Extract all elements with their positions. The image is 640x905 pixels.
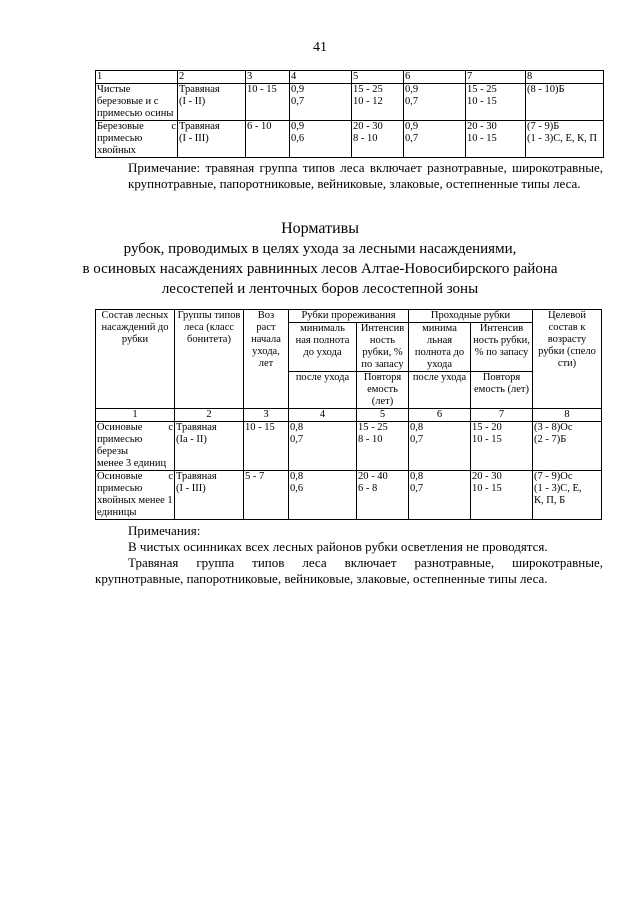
head-intensity-thinning: [357, 323, 409, 372]
cell-line: 10 - 15: [472, 483, 502, 494]
cell-line: 0,6: [290, 483, 304, 494]
column-number: 8: [526, 71, 604, 84]
cell-line: Интенсив: [360, 323, 405, 334]
table-cell: [96, 121, 178, 158]
column-number: 6: [404, 71, 466, 84]
title-line-4: лесостепей и ленточных боров лесостепной зоны: [161, 281, 479, 297]
cell-line: минима: [422, 323, 457, 334]
column-number: 7: [466, 71, 526, 84]
table-cell: [96, 422, 175, 471]
t2-column-numbers: [96, 409, 602, 422]
cell-line: (I - II): [179, 96, 206, 107]
column-number: 2: [178, 71, 246, 84]
table-row: [96, 471, 602, 520]
cell-line: Целевой: [548, 310, 586, 321]
head-passing-cuts: Проходные рубки: [409, 310, 533, 323]
cell-line: 0,9: [291, 121, 305, 132]
cell-line: ность: [369, 335, 396, 346]
column-number: 8: [533, 409, 602, 422]
cell-line: Группы типов: [177, 310, 241, 321]
cell-line: 0,7: [405, 96, 419, 107]
page-number: 41: [313, 40, 327, 55]
cell-line: (7 - 9)Ос: [534, 471, 573, 482]
cell-line: 0,8: [410, 471, 424, 482]
cell-line: Чистые: [97, 84, 131, 95]
table-cell: [96, 471, 175, 520]
cell-line: начала: [251, 334, 281, 345]
cell-line: сти): [557, 358, 577, 369]
cell-line: К, П, Б: [534, 495, 566, 506]
table-cell: [526, 121, 604, 158]
table-cell: [352, 84, 404, 121]
cell-line: бонитета): [187, 334, 231, 345]
cell-line: ная полнота: [295, 335, 350, 346]
table-cell: [244, 471, 289, 520]
cell-line: емость (лет): [474, 384, 529, 395]
cell-line: 0,7: [410, 434, 424, 445]
cell-line: 15 - 20: [472, 422, 502, 433]
cell-line: Интенсив: [479, 323, 524, 334]
cell-line: 0,8: [290, 422, 304, 433]
cell-line: до ухода: [303, 347, 342, 358]
column-number: 2: [175, 409, 244, 422]
table-cell: [404, 121, 466, 158]
table-cell: [178, 121, 246, 158]
cell-line: 0,8: [290, 471, 304, 482]
table-cell: [246, 121, 290, 158]
cell-line: 8 - 10: [358, 434, 383, 445]
cell-line: Состав лесных: [101, 310, 169, 321]
cell-line: 6 - 8: [358, 483, 378, 494]
cell-line: 10 - 15: [467, 133, 497, 144]
table-cell: [471, 471, 533, 520]
cell-line: 6 - 10: [247, 121, 272, 132]
cell-line: по запасу: [361, 359, 404, 370]
cell-line: 10 - 12: [353, 96, 383, 107]
column-number: 6: [409, 409, 471, 422]
table-cell: [357, 471, 409, 520]
cell-line: 0,8: [410, 422, 424, 433]
notes-line-2b: крупнотравные, папоротниковые, вейниковые, злаковые, остепненные типы леса.: [95, 571, 548, 586]
table-cell: [466, 121, 526, 158]
t1-column-numbers: [96, 71, 604, 84]
cell-line: Травяная: [179, 84, 220, 95]
cell-line: 0,7: [405, 133, 419, 144]
note-table1: [95, 160, 603, 192]
notes-line-2a: Травяная группа типов леса включает разнотравные, широкотравные,: [128, 555, 603, 570]
column-number: 3: [244, 409, 289, 422]
head-after-passing: после ухода: [409, 372, 471, 409]
cell-line: 15 - 25: [358, 422, 388, 433]
cell-line: состав к: [548, 322, 586, 333]
table-cell: [175, 422, 244, 471]
title-line-1: Нормативы: [281, 220, 359, 237]
cell-line: хвойных менее 1: [97, 495, 173, 506]
table-cell: [290, 84, 352, 121]
cell-line: 20 - 30: [472, 471, 502, 482]
cell-line: 10 - 15: [245, 422, 275, 433]
cell-line: 15 - 25: [467, 84, 497, 95]
cell-line: 15 - 25: [353, 84, 383, 95]
cell-line: Повторя: [363, 372, 402, 383]
cell-line: 0,9: [405, 84, 419, 95]
cell-line: леса (класс: [183, 322, 235, 333]
cell-line: (I - III): [176, 483, 206, 494]
cell-line: 20 - 30: [353, 121, 383, 132]
cell-line: раст: [256, 322, 276, 333]
cell-line: ухода: [426, 359, 453, 370]
table-row: [96, 84, 604, 121]
table-row: [96, 422, 602, 471]
cell-line: (7 - 9)Б: [527, 121, 560, 132]
head-min-density-thinning: [289, 323, 357, 372]
table-cell: [289, 422, 357, 471]
table-cell: [96, 84, 178, 121]
table-cell: [409, 471, 471, 520]
cell-line: (2 - 7)Б: [534, 434, 567, 445]
head-repeat-passing: [471, 372, 533, 409]
table-cell: [352, 121, 404, 158]
head-start-age: [244, 310, 289, 409]
head-thinning: Рубки прореживания: [289, 310, 409, 323]
notes-line-1: В чистых осинниках всех лесных районов рубки осветления не проводятся.: [128, 539, 548, 554]
cell-line: емость: [367, 384, 398, 395]
cell-line: Травяная: [176, 471, 217, 482]
table-cell: [178, 84, 246, 121]
cell-line: (Ia - II): [176, 434, 207, 445]
cell-line: (лет): [371, 396, 394, 407]
cell-line: лет: [258, 358, 274, 369]
cell-line: (I - III): [179, 133, 209, 144]
cell-line: (3 - 8)Ос: [534, 422, 573, 433]
column-number: 7: [471, 409, 533, 422]
aspen-norms-table: [95, 309, 602, 520]
cell-line: 20 - 40: [358, 471, 388, 482]
table-row: [96, 121, 604, 158]
table-cell: [533, 422, 602, 471]
column-number: 1: [96, 71, 178, 84]
notes-table2: [95, 523, 603, 587]
cell-line: примесью осины: [97, 108, 174, 119]
column-number: 4: [290, 71, 352, 84]
note-table1-text: Примечание: травяная группа типов леса включает разнотравные, широкотравные, крупнотравные, папоротниковые, вейниковые, злаковые, остепненные типы леса.: [128, 160, 603, 191]
column-number: 1: [96, 409, 175, 422]
cell-line: рубки, %: [362, 347, 403, 358]
cell-line: насаждений до: [101, 322, 169, 333]
column-number: 5: [357, 409, 409, 422]
table-cell: [289, 471, 357, 520]
table-cell: [471, 422, 533, 471]
table-cell: [175, 471, 244, 520]
table-cell: [466, 84, 526, 121]
cell-line: Осиновые с: [97, 422, 173, 433]
title-line-3: в осиновых насаждениях равнинных лесов Алтае-Новосибирского района: [82, 261, 558, 277]
cell-line: минималь: [300, 323, 345, 334]
cell-line: примесью березы: [97, 434, 143, 457]
cell-line: 10 - 15: [472, 434, 502, 445]
birch-norms-table: [95, 70, 604, 158]
table-cell: [244, 422, 289, 471]
cell-line: примесью: [97, 483, 143, 494]
cell-line: полнота до: [414, 347, 465, 358]
cell-line: 0,6: [291, 133, 305, 144]
cell-line: березовые и с: [97, 96, 159, 107]
head-after-thinning: после ухода: [289, 372, 357, 409]
head-repeat-thinning: [357, 372, 409, 409]
column-number: 3: [246, 71, 290, 84]
cell-line: возрасту: [547, 334, 587, 345]
cell-line: (1 - 3)С, Е, К, П: [527, 133, 597, 144]
head-min-density-passing: [409, 323, 471, 372]
cell-line: льная: [426, 335, 453, 346]
cell-line: Повторя: [482, 372, 521, 383]
cell-line: % по запасу: [474, 347, 529, 358]
cell-line: 10 - 15: [247, 84, 277, 95]
column-number: 4: [289, 409, 357, 422]
table-cell: [290, 121, 352, 158]
table-cell: [357, 422, 409, 471]
cell-line: 0,9: [291, 84, 305, 95]
cell-line: (8 - 10)Б: [527, 84, 565, 95]
cell-line: 0,9: [405, 121, 419, 132]
cell-line: 0,7: [290, 434, 304, 445]
cell-line: ухода,: [252, 346, 280, 357]
cell-line: рубки (спело: [538, 346, 596, 357]
notes-heading: Примечания:: [128, 523, 201, 538]
cell-line: 8 - 10: [353, 133, 378, 144]
cell-line: Воз: [257, 310, 275, 321]
head-target-composition: [533, 310, 602, 409]
cell-line: 20 - 30: [467, 121, 497, 132]
cell-line: 0,7: [410, 483, 424, 494]
table-cell: [533, 471, 602, 520]
cell-line: примесью: [97, 133, 143, 144]
cell-line: 10 - 15: [467, 96, 497, 107]
cell-line: 5 - 7: [245, 471, 265, 482]
cell-line: ность рубки,: [473, 335, 530, 346]
cell-line: Травяная: [176, 422, 217, 433]
cell-line: 0,7: [291, 96, 305, 107]
head-intensity-passing: [471, 323, 533, 372]
head-composition: [96, 310, 175, 409]
column-number: 5: [352, 71, 404, 84]
cell-line: рубки: [121, 334, 149, 345]
cell-line: хвойных: [97, 145, 136, 156]
title-line-2: рубок, проводимых в целях ухода за лесными насаждениями,: [123, 241, 517, 257]
cell-line: Осиновые с: [97, 471, 173, 482]
cell-line: (1 - 3)С, Е,: [534, 483, 582, 494]
head-forest-groups: [175, 310, 244, 409]
table-cell: [246, 84, 290, 121]
cell-line: единицы: [97, 507, 137, 518]
table-cell: [404, 84, 466, 121]
cell-line: менее 3 единиц: [97, 458, 167, 469]
cell-line: Березовые с: [97, 121, 176, 132]
table-cell: [409, 422, 471, 471]
cell-line: Травяная: [179, 121, 220, 132]
table-cell: [526, 84, 604, 121]
